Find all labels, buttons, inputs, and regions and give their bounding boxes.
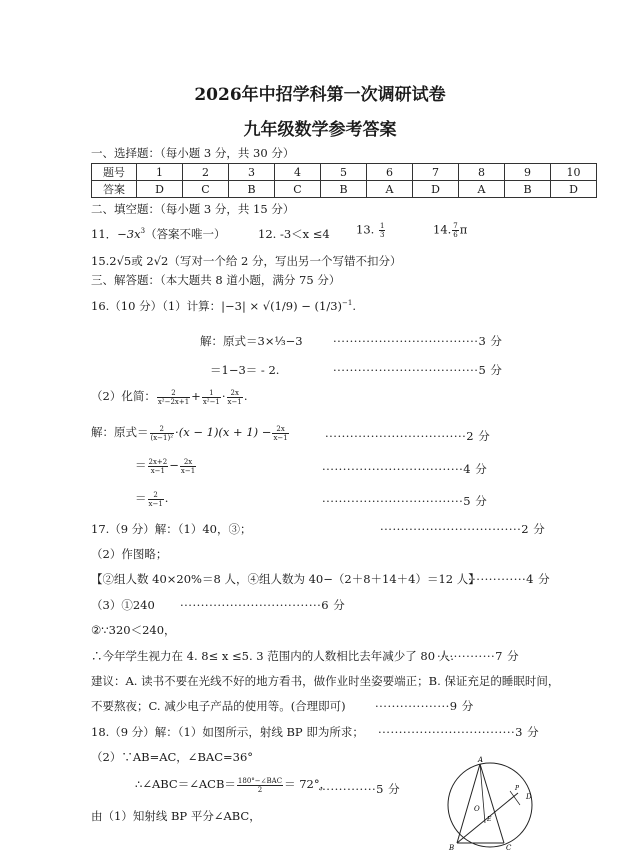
table-cell-label: 题号 — [92, 164, 137, 181]
label-a: A — [478, 756, 484, 764]
q18-angle: ∴∠ABC＝∠ACB＝ $\frac{\text{180°−∠BAC}}{2}$ ＝ 72°， — [135, 776, 332, 794]
label-o: O — [474, 805, 480, 813]
table-cell: 2 — [183, 164, 229, 181]
q17-part3: （3）①240 — [91, 598, 155, 612]
q16-step2-score: ···································5 分 — [333, 363, 503, 377]
label-b: B — [449, 844, 455, 852]
section1-heading: 一、选择题：（每小题 3 分，共 30 分） — [91, 146, 295, 160]
table-cell: 1 — [137, 164, 183, 181]
section2-heading: 二、填空题：（每小题 3 分，共 15 分） — [91, 202, 295, 216]
answer-12: 12. -3＜x ≤4 — [258, 227, 330, 241]
q14-fraction: $\frac{7}{6}$ — [453, 222, 458, 239]
table-cell: D — [137, 181, 183, 198]
q16-part2-step2-score: ··································4 分 — [322, 462, 488, 476]
table-cell: B — [321, 181, 367, 198]
q11-main: −3x — [117, 227, 141, 241]
q17-conclusion-score: ··············7 分 — [437, 649, 520, 663]
table-cell: B — [229, 181, 275, 198]
table-cell: 10 — [551, 164, 597, 181]
table-cell: 6 — [367, 164, 413, 181]
table-cell-label: 答案 — [92, 181, 137, 198]
geometry-figure — [440, 755, 540, 855]
table-cell: D — [413, 181, 459, 198]
label-p: P — [515, 785, 520, 792]
label-d: D — [526, 793, 532, 801]
table-cell: 3 — [229, 164, 275, 181]
q16-step2: ＝1−3＝ - 2. — [210, 363, 280, 377]
q11-note: （答案不唯一） — [145, 227, 226, 241]
q14-pi: π — [459, 222, 468, 237]
section3-heading: 三、解答题：（本大题共 8 道小题，满分 75 分） — [91, 273, 341, 287]
q11-number: 11． — [91, 227, 118, 241]
table-cell: C — [275, 181, 321, 198]
q17-bracket-score: ··············4 分 — [468, 572, 551, 586]
label-e: E — [487, 816, 492, 823]
q17-part2: （2）作图略； — [91, 547, 168, 561]
q18-line-score: ·································3 分 — [378, 725, 540, 739]
q18-line: 18.（9 分）解：（1）如图所示，射线 BP 即为所求； — [91, 725, 364, 739]
table-row-answers — [92, 181, 597, 198]
q11-exponent: 3 — [140, 227, 146, 236]
answer-table — [91, 163, 597, 198]
q17-line: 17.（9 分）解：（1）40，③； — [91, 522, 252, 536]
q18-part2: （2）∵AB=AC，∠BAC=36° — [91, 750, 254, 764]
q17-part3b: ②∵320＜240， — [91, 623, 176, 637]
table-cell: C — [183, 181, 229, 198]
table-cell: A — [459, 181, 505, 198]
q18-last: 由（1）知射线 BP 平分∠ABC， — [91, 809, 261, 823]
q17-suggest-2-score: ··················9 分 — [375, 699, 474, 713]
q16-part2-step3: ＝ $\frac{2}{x-1}$ . — [135, 490, 169, 508]
q17-line-score: ··································2 分 — [380, 522, 546, 536]
circumcircle — [448, 763, 532, 847]
table-cell: 7 — [413, 164, 459, 181]
q17-suggest-1: 建议：A. 读书不要在光线不好的地方看书，做作业时坐姿要端正；B. 保证充足的睡眠时间， — [91, 674, 560, 688]
q13-number: 13. — [356, 222, 375, 237]
q16-step1: 解：原式＝3×⅓−3 — [200, 334, 303, 348]
answer-13 — [356, 222, 386, 239]
q16-part2-step2: ＝ $\frac{2x+2}{x-1}$ − $\frac{2x}{x-1}$ — [135, 457, 196, 475]
table-cell: B — [505, 181, 551, 198]
q16-header: 16.（10 分）（1）计算：$|-3| \times √(1/9) - (1/3)^{-1}$. — [91, 299, 357, 313]
q16-part2-step3-score: ··································5 分 — [322, 494, 488, 508]
table-cell: 9 — [505, 164, 551, 181]
q13-fraction: $\frac{1}{3}$ — [379, 222, 385, 239]
page-subtitle: 九年级数学参考答案 — [243, 120, 397, 140]
q17-part3-score: ··································6 分 — [180, 598, 346, 612]
table-cell: 5 — [321, 164, 367, 181]
q17-suggest-2: 不要熬夜；C. 减少电子产品的使用等。(合理即可) — [91, 699, 346, 713]
q14-number: 14. — [433, 222, 452, 237]
q18-angle-score: ··············5 分 — [318, 782, 401, 796]
table-cell: D — [551, 181, 597, 198]
q16-part2: （2）化简： $\frac{2}{\text{x²−2x+1}}$ + $\frac{1}{\text{x²−1}}$ · $\frac{2x}{x-1}$ . — [91, 388, 248, 406]
table-cell: 8 — [459, 164, 505, 181]
q16-step1-score: ···································3 分 — [333, 334, 503, 348]
table-cell: A — [367, 181, 413, 198]
answer-11 — [91, 226, 226, 242]
q16-part2-step1-score: ··································2 分 — [325, 429, 491, 443]
page-title: 2026年中招学科第一次调研试卷 — [194, 85, 446, 105]
q16-part2-step1: 解：原式＝ $\frac{2}{\text{(x−1)²}}$ ·(x − 1)(x + 1) − $\frac{2x}{x-1}$ — [91, 424, 288, 442]
table-cell: 4 — [275, 164, 321, 181]
answer-15: 15.2√5或 2√2（写对一个给 2 分，写出另一个写错不扣分） — [91, 254, 402, 268]
answer-14 — [433, 222, 467, 239]
label-c: C — [506, 844, 512, 852]
q17-bracket: 【②组人数 40×20%＝8 人，④组人数为 40−（2＋8＋14＋4）＝12 人】 — [91, 572, 480, 586]
q17-conclusion: ∴今年学生视力在 4. 8≤ x ≤5. 3 范围内的人数相比去年减少了 80 人. — [91, 649, 454, 663]
table-row-numbers — [92, 164, 597, 181]
